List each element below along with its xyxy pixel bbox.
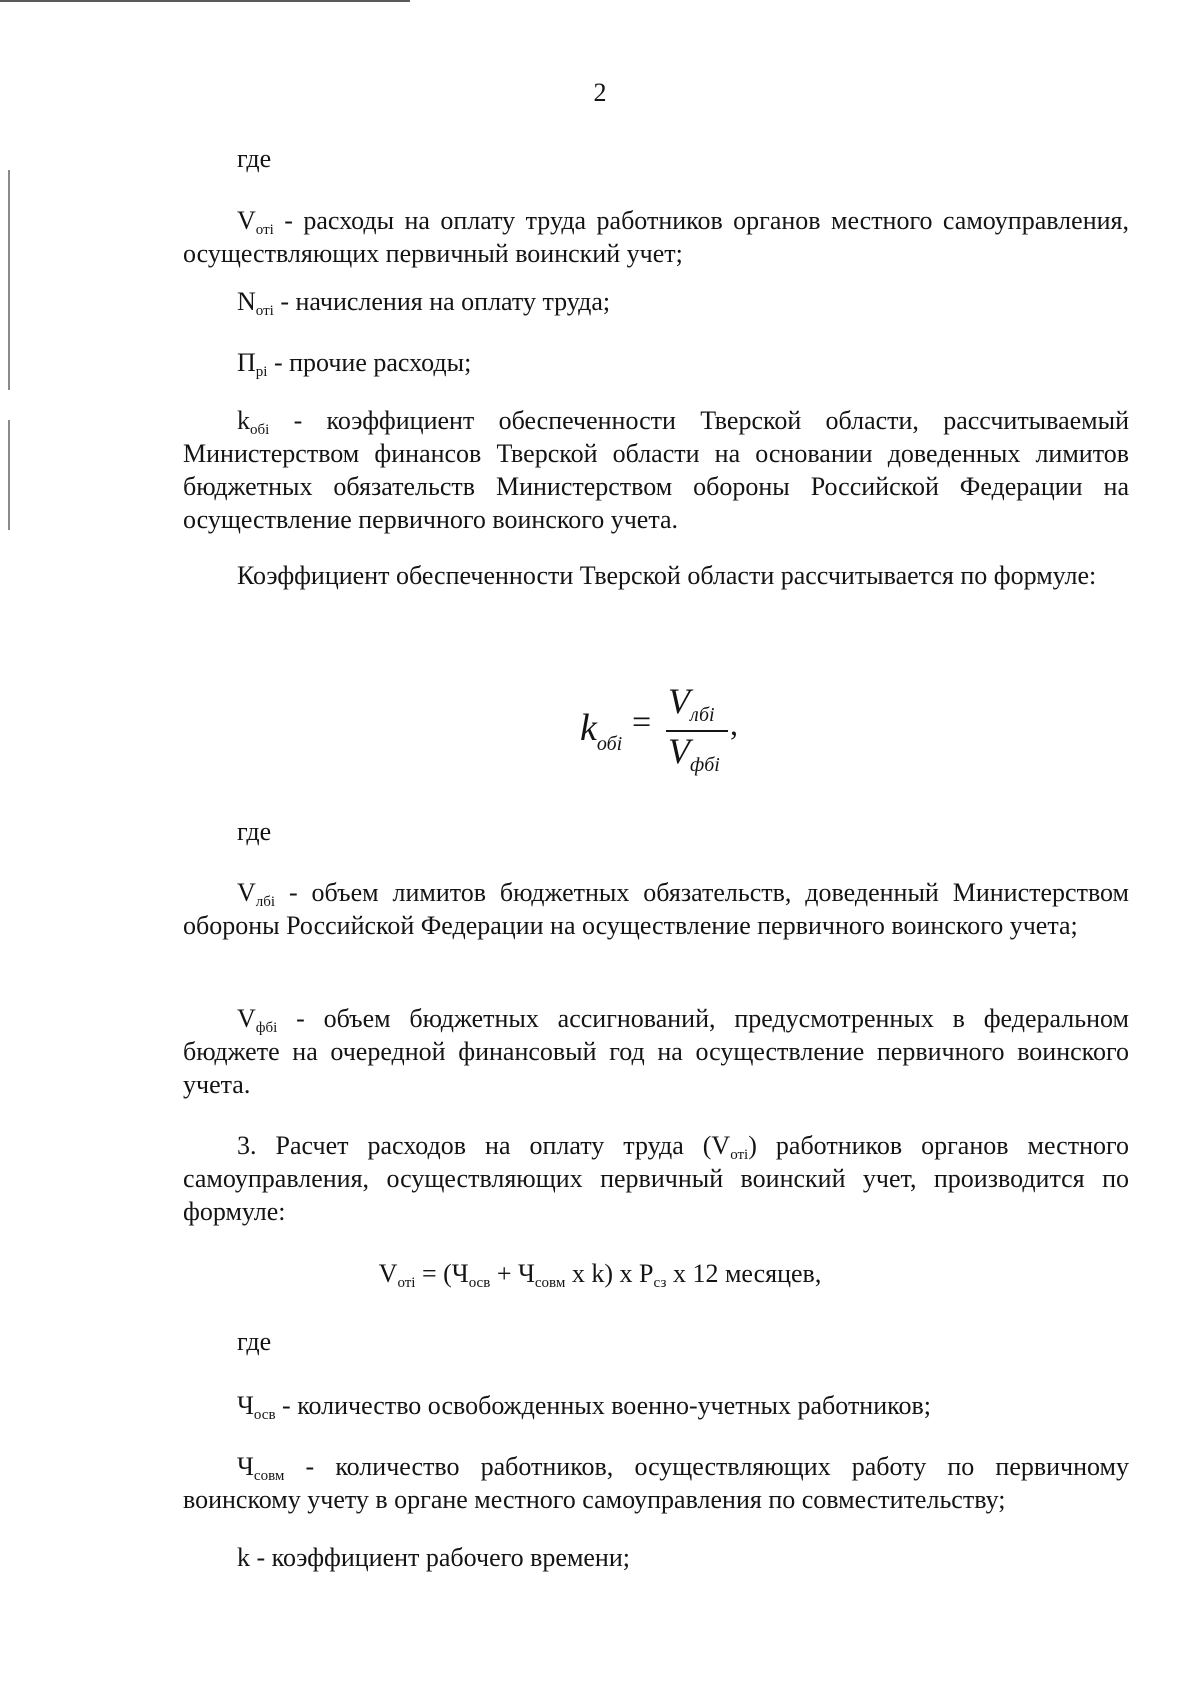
where-label: где — [237, 817, 272, 846]
definition-ch-sovm: $Ч_{совм}$ - количество работников, осуществляющих работу по первичному воинскому учету в органе местного самоуправления по совместительству; — [183, 1452, 1129, 1514]
binding-mark — [8, 420, 10, 530]
where-label: где — [237, 1327, 272, 1356]
formula-lhs: $k_{обі}$ — [580, 707, 623, 755]
formula-numerator: $V_{лбі}$ — [668, 681, 715, 726]
binding-mark — [8, 170, 10, 390]
scan-edge-line — [0, 0, 410, 2]
formula-equals: = — [632, 704, 652, 741]
coefficient-paragraph: Коэффициент обеспеченности Тверской области рассчитывается по формуле: — [237, 561, 1097, 590]
definition-ch-osv: $Ч_{осв}$ - количество освобожденных военно-учетных работников; — [237, 1391, 931, 1423]
definition-v-oti: $V_{оті}$ - расходы на оплату труда работников органов местного самоуправления, осуществляющих первичный воинский учет; — [183, 206, 1129, 268]
section-3-paragraph: 3. Расчет расходов на оплату труда $(V_{оті})$ работников органов местного самоуправления, осуществляющих первичный воинский учет, производится по формуле: — [183, 1131, 1129, 1226]
where-label: где — [237, 144, 272, 173]
definition-k: k - коэффициент рабочего времени; — [237, 1543, 630, 1572]
definition-v-fbi: $V_{фбі}$ - объем бюджетных ассигнований, предусмотренных в федеральном бюджете на очередной финансовый год на осуществление первичного воинского учета. — [183, 1004, 1129, 1099]
coefficient-formula — [580, 680, 740, 775]
formula-comma: , — [730, 706, 738, 742]
definition-n-oti: $N_{оті}$ - начисления на оплату труда; — [237, 287, 611, 319]
definition-v-lbi: $V_{лбі}$ - объем лимитов бюджетных обязательств, доведенный Министерством обороны Российской Федерации на осуществление первичного воинского учета; — [183, 878, 1129, 940]
definition-k-obi: $k_{обі}$ - коэффициент обеспеченности Тверской области, рассчитываемый Министерством финансов Тверской области на основании доведенных лимитов бюджетных обязательств Министерством обороны Российской Федерации на осуществление первичного воинского учета. — [183, 406, 1129, 534]
formula-denominator: $V_{фбі}$ — [668, 731, 720, 776]
page-number: 2 — [593, 78, 607, 107]
salary-formula: $V_{оті} = (Ч_{осв} + Ч_{совм}$ x k) x $Р_{сз}$ x 12 месяцев, — [378, 1259, 822, 1291]
definition-p-ri: $П_{рі}$ - прочие расходы; — [237, 348, 472, 380]
